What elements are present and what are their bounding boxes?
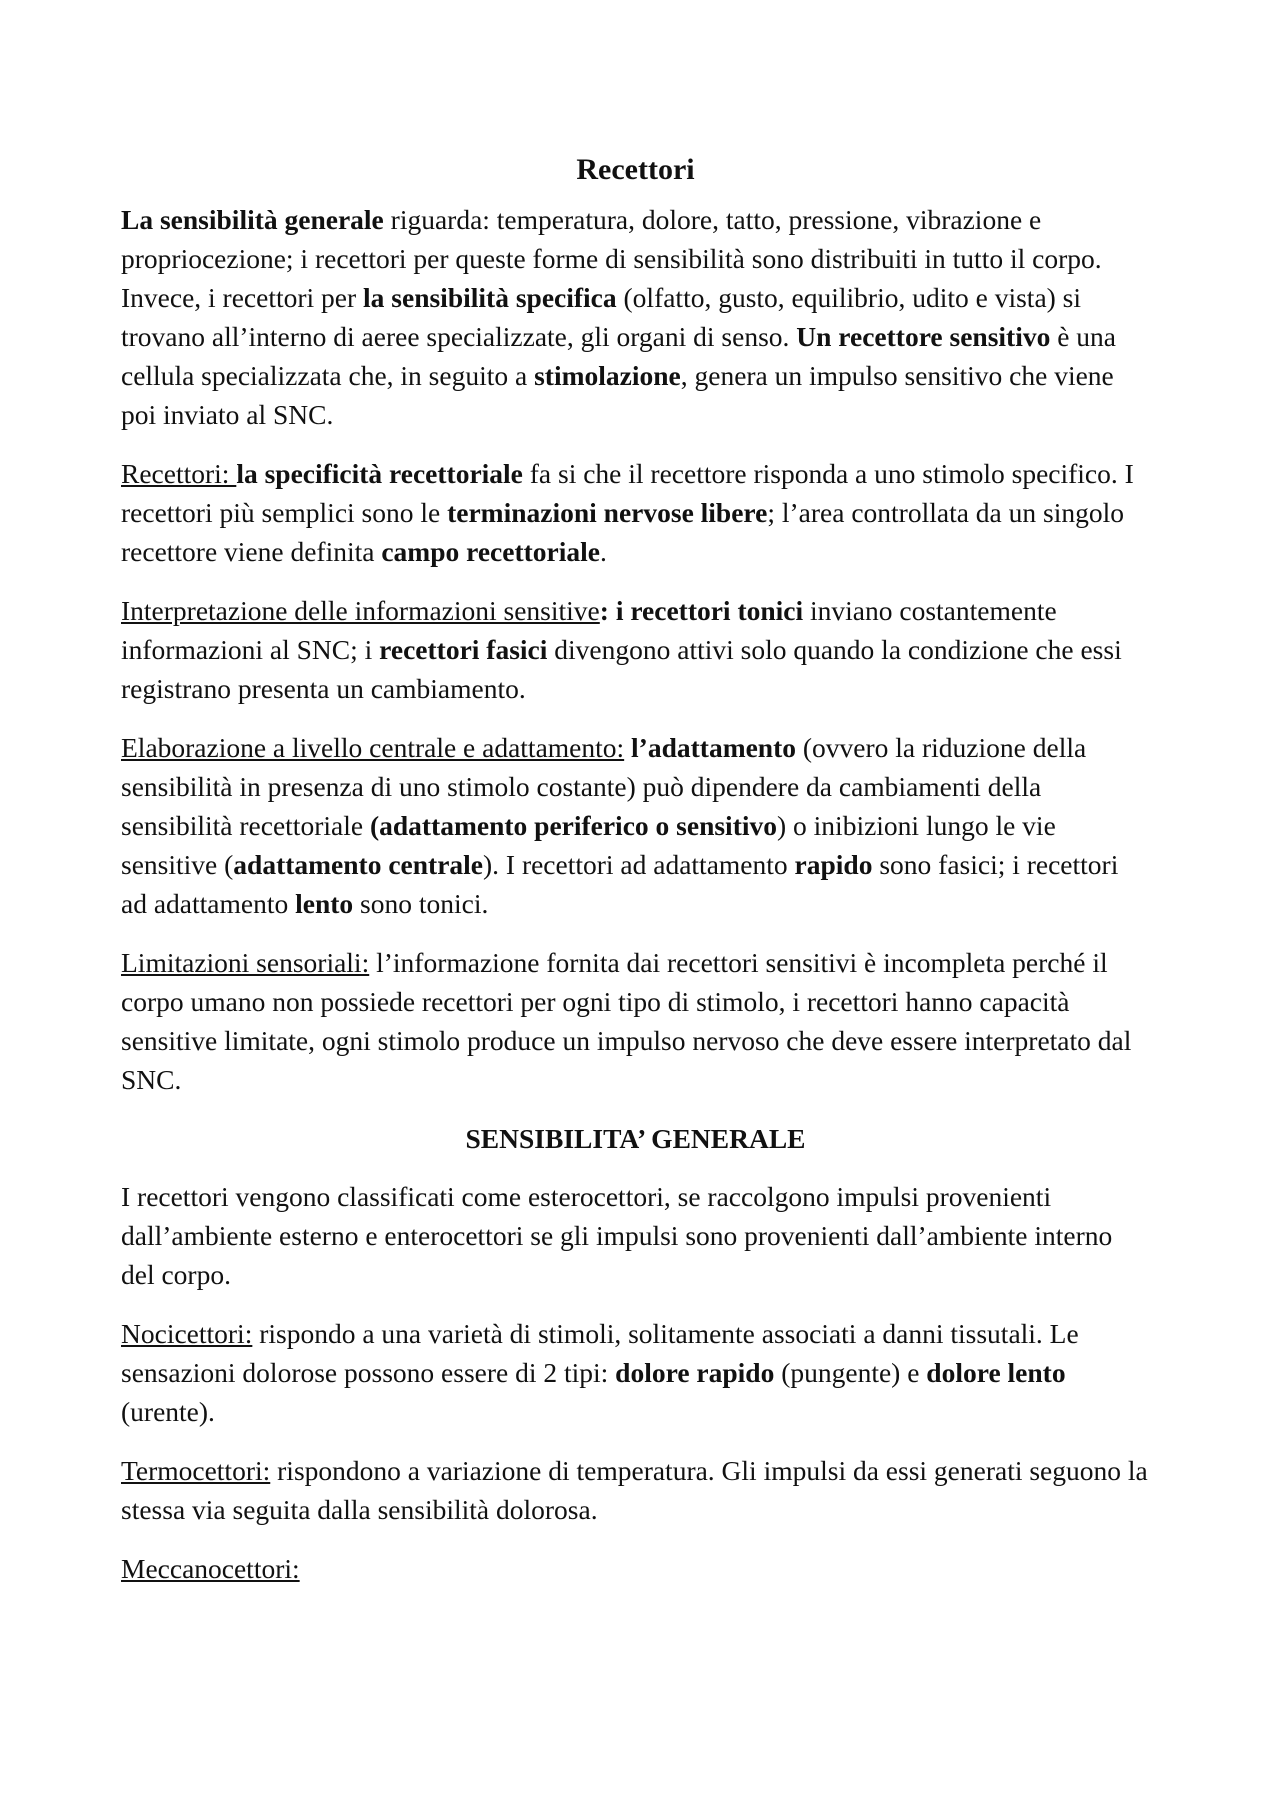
underlined-heading: Limitazioni sensoriali:	[121, 947, 370, 978]
underlined-heading: Interpretazione delle informazioni sensitive	[121, 595, 600, 626]
paragraph	[121, 591, 1150, 708]
text-run: ) o inibizioni lungo le vie sensitive (	[121, 810, 1056, 880]
text-run: l’informazione fornita dai recettori sensitivi è incompleta perché il corpo umano non possiede recettori per ogni tipo di stimolo, i recettori hanno capacità sensitive limitate, ogni stimolo produce un impulso nervoso che deve essere interpretato dal SNC.	[121, 947, 1132, 1095]
paragraph	[121, 200, 1150, 434]
underlined-heading: Elaborazione a livello centrale e adattamento:	[121, 732, 625, 763]
bold-term: l’adattamento	[631, 732, 797, 763]
paragraph	[121, 454, 1150, 571]
bold-term: dolore rapido	[615, 1357, 775, 1388]
text-run	[624, 732, 631, 763]
text-run: è una cellula specializzata che, in seguito a	[121, 321, 1117, 391]
text-run: rispondono a variazione di temperatura. Gli impulsi da essi generati seguono la stessa via seguita dalla sensibilità dolorosa.	[121, 1455, 1148, 1525]
paragraph	[121, 728, 1150, 923]
underlined-heading: Recettori:	[121, 458, 237, 489]
paragraph	[121, 1451, 1150, 1529]
bold-term: (adattamento periferico o sensitivo	[369, 810, 777, 841]
text-run: , genera un impulso sensitivo che viene poi inviato al SNC.	[121, 360, 1114, 430]
text-run: I recettori vengono classificati come esterocettori, se raccolgono impulsi provenienti dall’ambiente esterno e enterocettori se gli impulsi sono provenienti dall’ambiente interno del corpo.	[121, 1181, 1113, 1290]
text-run: fa si che il recettore risponda a uno stimolo specifico. I recettori più semplici sono le	[121, 458, 1134, 528]
text-run: riguarda: temperatura, dolore, tatto, pressione, vibrazione e propriocezione; i recettori per queste forme di sensibilità sono distribuiti in tutto il corpo. Invece, i recettori per	[121, 204, 1102, 313]
underlined-heading: Termocettori:	[121, 1455, 271, 1486]
text-run: inviano costantemente informazioni al SNC; i	[121, 595, 1057, 665]
bold-term: stimolazione	[534, 360, 681, 391]
paragraph	[121, 1177, 1150, 1294]
text-run: ). I recettori ad adattamento	[483, 849, 795, 880]
text-run: .	[599, 536, 607, 567]
bold-term: la specificità recettoriale	[236, 458, 523, 489]
text-run: (olfatto, gusto, equilibrio, udito e vista) si trovano all’interno di aeree specializzate, gli organi di senso.	[121, 282, 1082, 352]
section-title: SENSIBILITA’ GENERALE	[465, 1123, 806, 1154]
paragraph	[121, 1549, 1150, 1588]
bold-term: rapido	[794, 849, 873, 880]
underlined-heading: Meccanocettori:	[121, 1553, 300, 1584]
text-run: rispondo a una varietà di stimoli, solitamente associati a danni tissutali. Le sensazioni dolorose possono essere di 2 tipi:	[121, 1318, 1079, 1388]
text-run: sono tonici.	[353, 888, 489, 919]
bold-term: La sensibilità generale	[121, 204, 384, 235]
bold-term: Un recettore sensitivo	[796, 321, 1051, 352]
intro-paragraphs	[121, 200, 1150, 1099]
section-paragraphs	[121, 1177, 1150, 1588]
bold-term: recettori fasici	[379, 634, 548, 665]
bold-term: dolore lento	[926, 1357, 1066, 1388]
document-title: Recettori	[576, 153, 695, 186]
paragraph	[121, 1314, 1150, 1431]
paragraph	[121, 943, 1150, 1099]
text-run: sono fasici; i recettori ad adattamento	[121, 849, 1119, 919]
bold-term: adattamento centrale	[233, 849, 483, 880]
bold-term: terminazioni nervose libere	[447, 497, 768, 528]
text-run: (ovvero la riduzione della sensibilità in presenza di uno stimolo costante) può dipendere da cambiamenti della sensibilità recettoriale	[121, 732, 1087, 841]
text-run: (urente).	[121, 1396, 215, 1427]
text-run: divengono attivi solo quando la condizione che essi registrano presenta un cambiamento.	[121, 634, 1122, 704]
text-run: ; l’area controllata da un singolo recettore viene definita	[121, 497, 1124, 567]
bold-term: lento	[295, 888, 354, 919]
bold-term: la sensibilità specifica	[363, 282, 617, 313]
bold-term: : i recettori tonici	[599, 595, 804, 626]
bold-term: campo recettoriale	[381, 536, 600, 567]
text-run: (pungente) e	[774, 1357, 927, 1388]
underlined-heading: Nocicettori:	[121, 1318, 253, 1349]
